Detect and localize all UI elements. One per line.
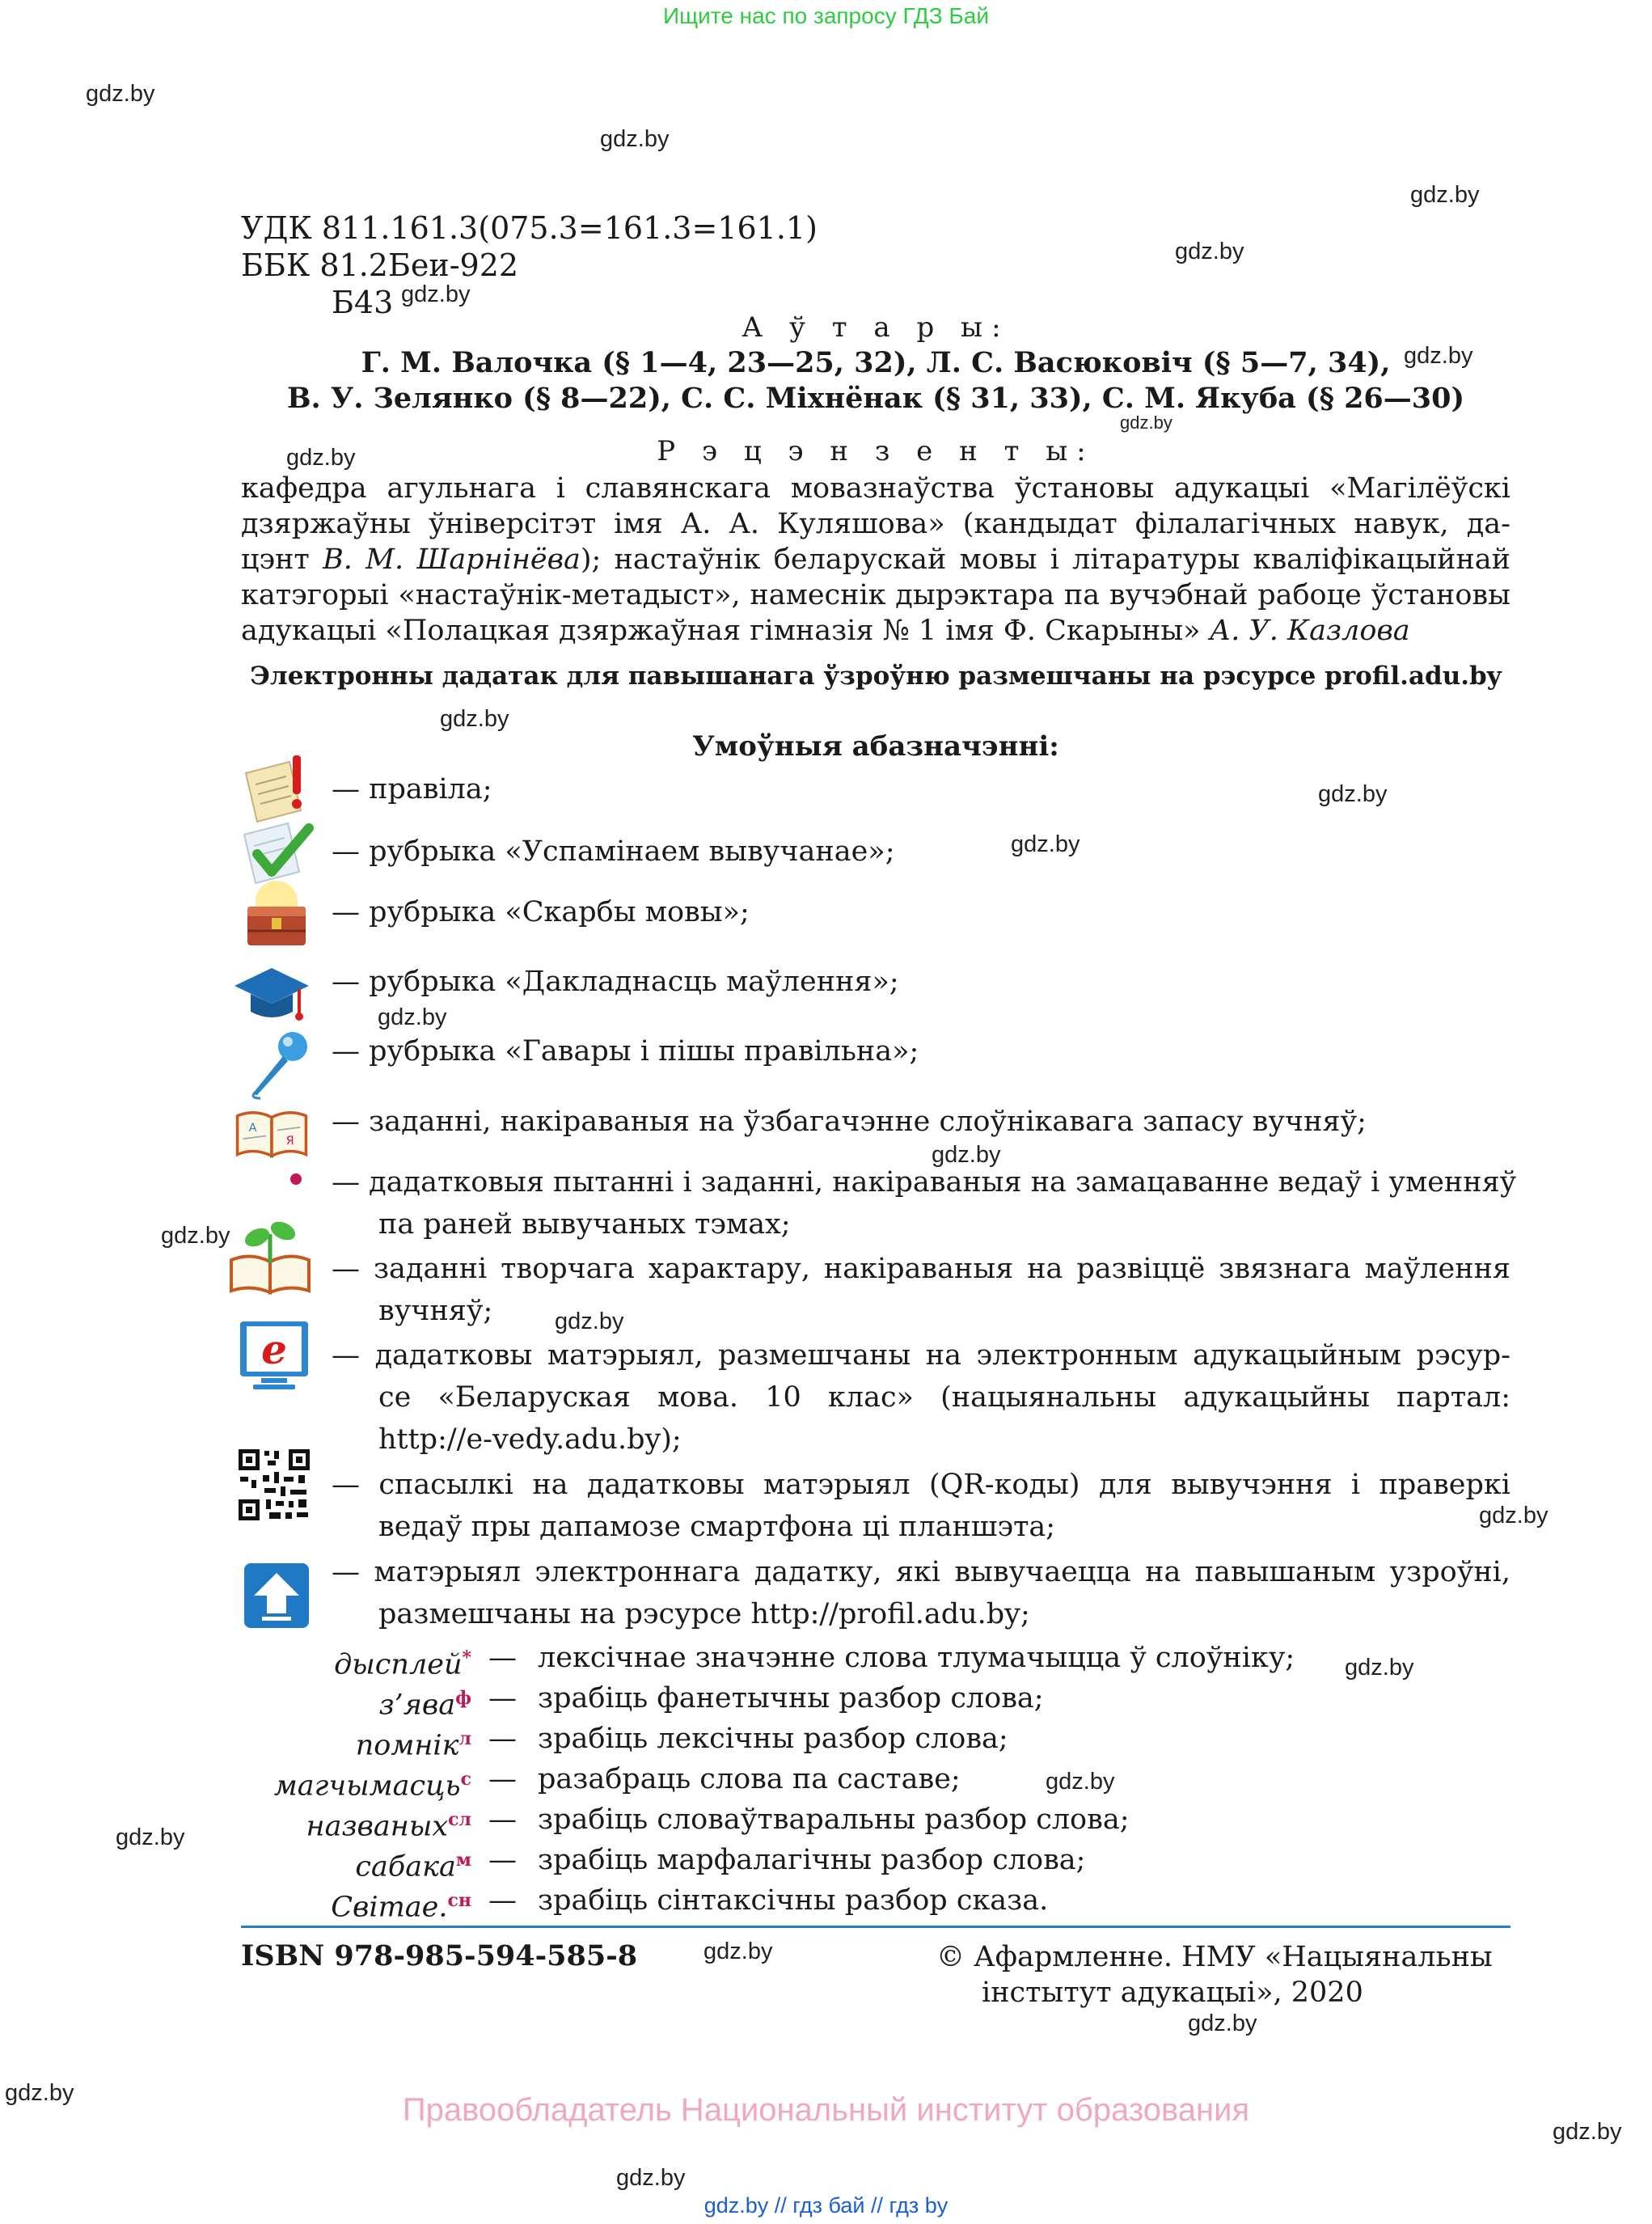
reviewers-line: кафедра агульнага і славянскага мовазнаўства ўстановы адукацыі «Магілёўскі (241, 472, 1510, 505)
mark-row: названых$^{сл}$ — зрабіць словаўтваральны разбор слова; (306, 1803, 1130, 1843)
e-resource-icon (237, 1318, 311, 1393)
treasure-chest-icon (239, 877, 314, 952)
watermark: gdz.by (161, 1223, 230, 1249)
watermark: gdz.by (1188, 2010, 1257, 2036)
watermark: gdz.by (1404, 343, 1473, 369)
watermark: gdz.by (616, 2165, 686, 2191)
top-banner[interactable]: Ищите нас по запросу ГДЗ Бай (662, 3, 990, 28)
authors-heading: А ў т а р ы: (741, 311, 1010, 344)
watermark: gdz.by (1120, 412, 1172, 433)
symbol-item: — рубрыка «Дакладнасць маўлення»; (332, 966, 899, 998)
symbol-item: — дадатковыя пытанні і заданні, накіраваныя на замацаванне ведаў і уменняў па раней вывучаных тэмах; (332, 1166, 1517, 1241)
watermark: gdz.by (286, 445, 356, 471)
bbk-code: ББК 81.2Беи-922 (241, 247, 519, 283)
microphone-icon (243, 1025, 317, 1100)
mark-row: магчымасць$^с$ — разабраць слова па саставе; (273, 1763, 961, 1803)
watermark: gdz.by (378, 1004, 447, 1030)
reviewers-line: катэгорыі «настаўнік-метадыст», намеснік дырэктара па вучэбнай рабоце ўстановы (241, 579, 1510, 611)
reviewer-name: А. У. Казлова (1209, 615, 1410, 647)
symbol-item: — заданні, накіраваныя на ўзбагачэнне слоўнікавага запасу вучняў; (332, 1106, 1367, 1138)
reviewers-paragraph (241, 471, 1510, 649)
symbol-item: — спасылкі на дадатковы матэрыял (QR-коды) для вывучэння і праверкі ведаў пры дапамозе смартфона ці планшэта; (332, 1469, 1510, 1543)
authors-line: В. У. Зелянко (§ 8—22), С. С. Міхнёнак (§ 31, 33), С. М. Якуба (§ 26—30) (286, 382, 1465, 415)
symbol-item: — дадатковы матэрыял, размешчаны на электронным адукацыйным рэсур- се «Беларуская мова. 10 клас» (нацыянальны адукацыйны партал: http://e-vedy.adu.by); (332, 1339, 1510, 1456)
symbol-item: — рубрыка «Успамінаем вывучанае»; (332, 835, 895, 868)
copyright: © Афармленне. НМУ «Нацыянальны інстытут адукацыі», 2020 (936, 1941, 1493, 2009)
sprout-book-icon (228, 1213, 312, 1297)
reviewer-name: В. М. Шарнінёва (323, 543, 581, 576)
bottom-links[interactable]: gdz.by // гдз бай // гдз by (703, 2193, 949, 2218)
author-mark: Б43 (332, 285, 394, 320)
rights-holder-note: Правообладатель Национальный институт образования (402, 2092, 1250, 2128)
watermark: gdz.by (1011, 831, 1080, 857)
svg-text:А: А (248, 1122, 257, 1135)
watermark: gdz.by (703, 1939, 773, 1964)
symbol-item: — рубрыка «Скарбы мовы»; (332, 896, 750, 928)
authors-line: Г. М. Валочка (§ 1—4, 23—25, 32), Л. С. Васюковіч (§ 5—7, 34), (361, 346, 1391, 379)
mark-row: сабака$^м$ — зрабіць марфалагічны разбор слова; (355, 1844, 1086, 1884)
symbol-item: — заданні творчага характару, накіраваныя на развіццё звязнага маўлення вучняў; (332, 1253, 1510, 1327)
qr-code-icon (237, 1448, 311, 1522)
watermark: gdz.by (600, 126, 670, 152)
watermark: gdz.by (116, 1824, 185, 1850)
graduation-cap-icon (234, 958, 309, 1033)
watermark: gdz.by (1345, 1655, 1414, 1681)
watermark: gdz.by (440, 706, 509, 732)
watermark: gdz.by (401, 281, 471, 307)
electronic-supplement-note: Электронны дадатак для павышанага ўзроўню размешчаны на рэсурсе profil.adu.by (250, 662, 1502, 691)
watermark: gdz.by (5, 2080, 74, 2106)
watermark: gdz.by (555, 1309, 624, 1334)
reviewers-line: цэнт В. М. Шарнінёва); настаўнік беларускай мовы і літаратуры кваліфікацыйнай (241, 543, 1510, 576)
divider (241, 1926, 1510, 1928)
symbol-item: — рубрыка «Гавары і пішы правільна»; (332, 1035, 919, 1068)
symbol-item: — матэрыял электроннага дадатку, які вывучаецца на павышаным узроўні, размешчаны на рэсурсе http://profil.adu.by; (332, 1556, 1510, 1630)
reviewers-line: дзяржаўны ўніверсітэт імя А. А. Куляшова» (кандыдат філалагічных навук, да- (241, 508, 1510, 540)
watermark: gdz.by (1479, 1503, 1548, 1528)
mark-row: Світае.$^{сн}$ — зрабіць сінтаксічны разбор сказа. (331, 1884, 1049, 1924)
udk-code: УДК 811.161.3(075.3=161.3=161.1) (241, 210, 818, 246)
symbols-heading: Умоўныя абазначэнні: (692, 730, 1059, 763)
bullet-dot-icon (286, 1169, 306, 1189)
reviewers-line: адукацыі «Полацкая дзяржаўная гімназія № 1 імя Ф. Скарыны» А. У. Казлова (241, 615, 1410, 647)
mark-row: дысплей* — лексічнае значэнне слова тлумачыцца ў слоўніку; (334, 1642, 1295, 1681)
mark-row: помнік$^л$ — зрабіць лексічны разбор слова; (355, 1723, 1008, 1762)
watermark: gdz.by (932, 1142, 1001, 1168)
dictionary-book-icon (234, 1096, 309, 1170)
watermark: gdz.by (1553, 2119, 1622, 2145)
symbol-item: — правіла; (332, 773, 492, 805)
watermark: gdz.by (1046, 1769, 1115, 1795)
svg-text:Я: Я (285, 1135, 294, 1148)
isbn: ISBN 978-985-594-585-8 (241, 1939, 638, 1972)
watermark: gdz.by (1175, 239, 1244, 264)
reviewers-heading: Р э ц э н з е н т ы: (657, 435, 1095, 467)
watermark: gdz.by (86, 81, 155, 107)
svg-text:e: e (261, 1326, 287, 1373)
watermark: gdz.by (1410, 182, 1480, 208)
mark-row: з’ява$^ф$ — зрабіць фанетычны разбор слова; (378, 1682, 1044, 1722)
upload-arrow-icon (244, 1563, 309, 1628)
watermark: gdz.by (1318, 781, 1388, 807)
